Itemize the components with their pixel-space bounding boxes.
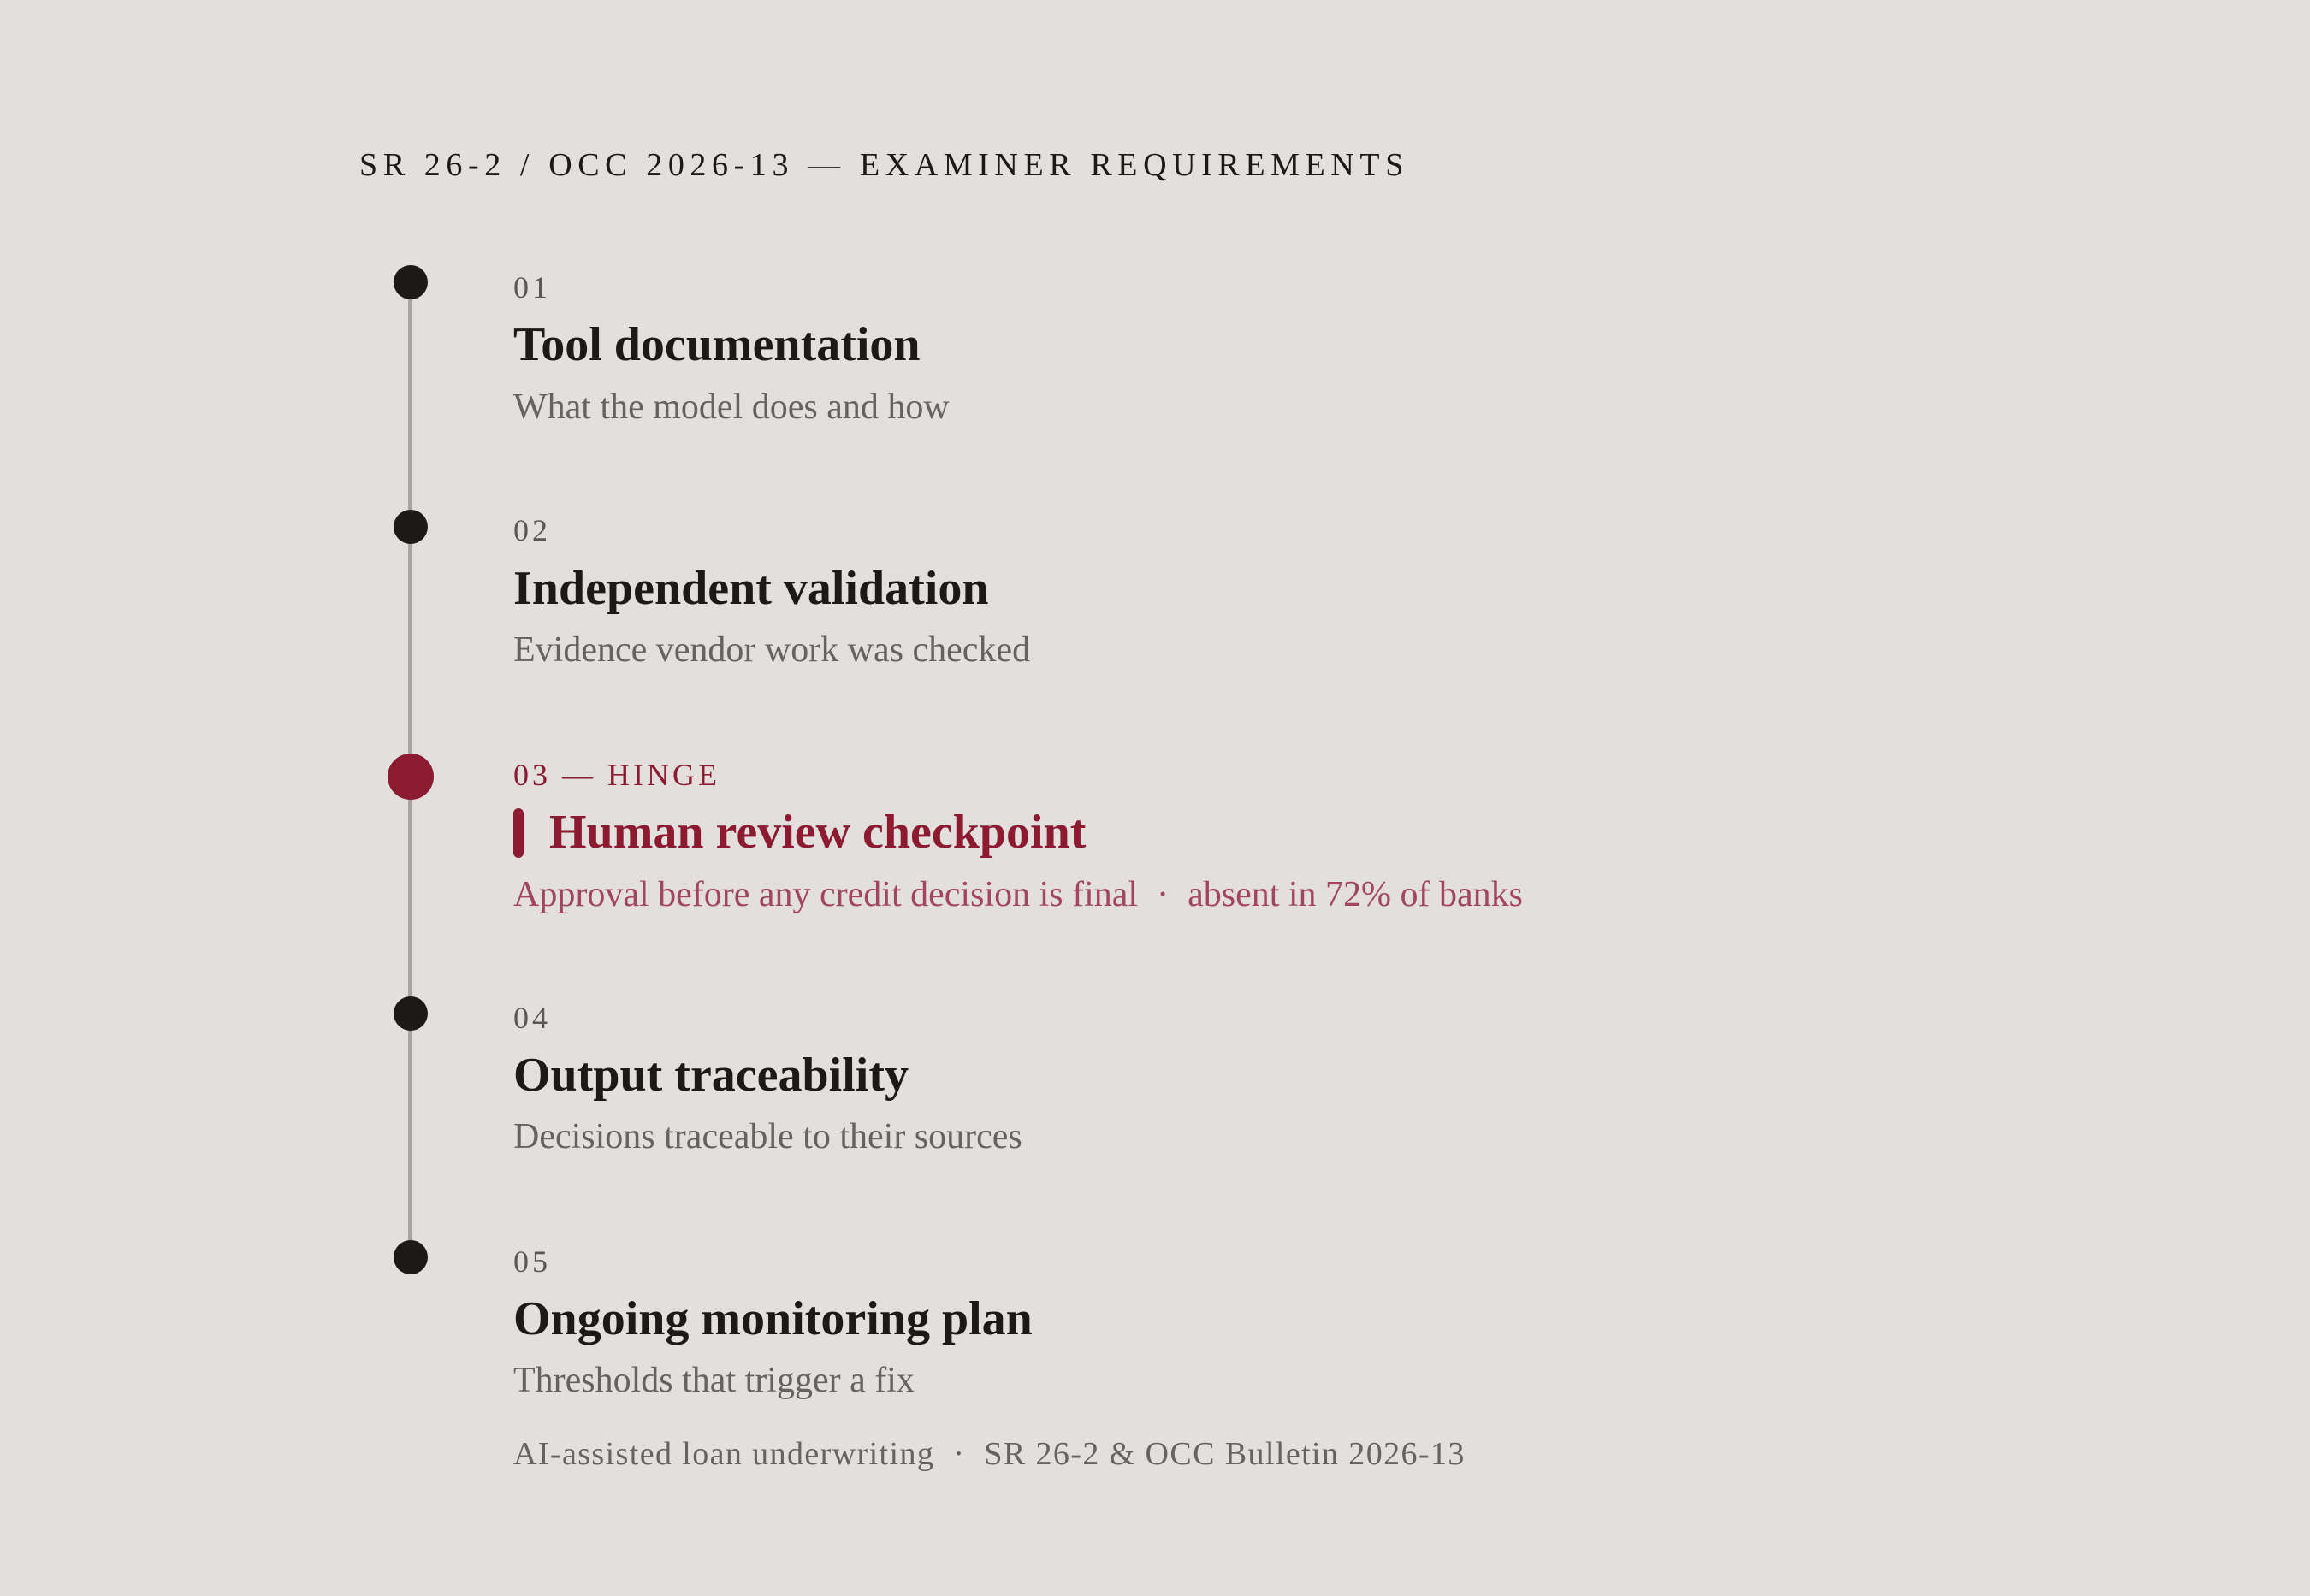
hinge-marker-icon bbox=[388, 754, 434, 800]
step-marker-icon bbox=[394, 510, 428, 544]
hinge-bar-icon bbox=[513, 808, 524, 858]
step-title: Independent validation bbox=[513, 562, 989, 615]
step-title-hinge: Human review checkpoint bbox=[549, 806, 1087, 859]
step-number: 04 bbox=[513, 1001, 551, 1035]
step-description: Thresholds that trigger a fix bbox=[513, 1361, 915, 1400]
step-number-hinge: 03 — HINGE bbox=[513, 758, 720, 792]
page-title: SR 26-2 / OCC 2026-13 — EXAMINER REQUIREMENTS bbox=[359, 147, 1409, 183]
step-description: What the model does and how bbox=[513, 387, 950, 427]
step-number: 02 bbox=[513, 513, 551, 547]
step-marker-icon bbox=[394, 1240, 428, 1274]
footer-topic: AI-assisted loan underwriting bbox=[513, 1436, 935, 1472]
step-marker-icon bbox=[394, 265, 428, 299]
footer-caption bbox=[513, 1433, 1466, 1475]
separator-dot: · bbox=[953, 1436, 966, 1472]
step-description: Evidence vendor work was checked bbox=[513, 630, 1031, 670]
step-description: Decisions traceable to their sources bbox=[513, 1117, 1022, 1156]
step-title: Output traceability bbox=[513, 1049, 909, 1102]
hinge-note: absent in 72% of banks bbox=[1188, 875, 1524, 914]
step-description-hinge bbox=[513, 872, 1523, 917]
step-marker-icon bbox=[394, 996, 428, 1031]
step-title: Tool documentation bbox=[513, 318, 921, 371]
footer-source: SR 26-2 & OCC Bulletin 2026-13 bbox=[984, 1436, 1466, 1472]
step-number: 05 bbox=[513, 1244, 551, 1279]
separator-dot: · bbox=[1157, 875, 1170, 914]
step-title: Ongoing monitoring plan bbox=[513, 1292, 1033, 1345]
hinge-description: Approval before any credit decision is final bbox=[513, 875, 1139, 914]
step-number: 01 bbox=[513, 270, 551, 304]
